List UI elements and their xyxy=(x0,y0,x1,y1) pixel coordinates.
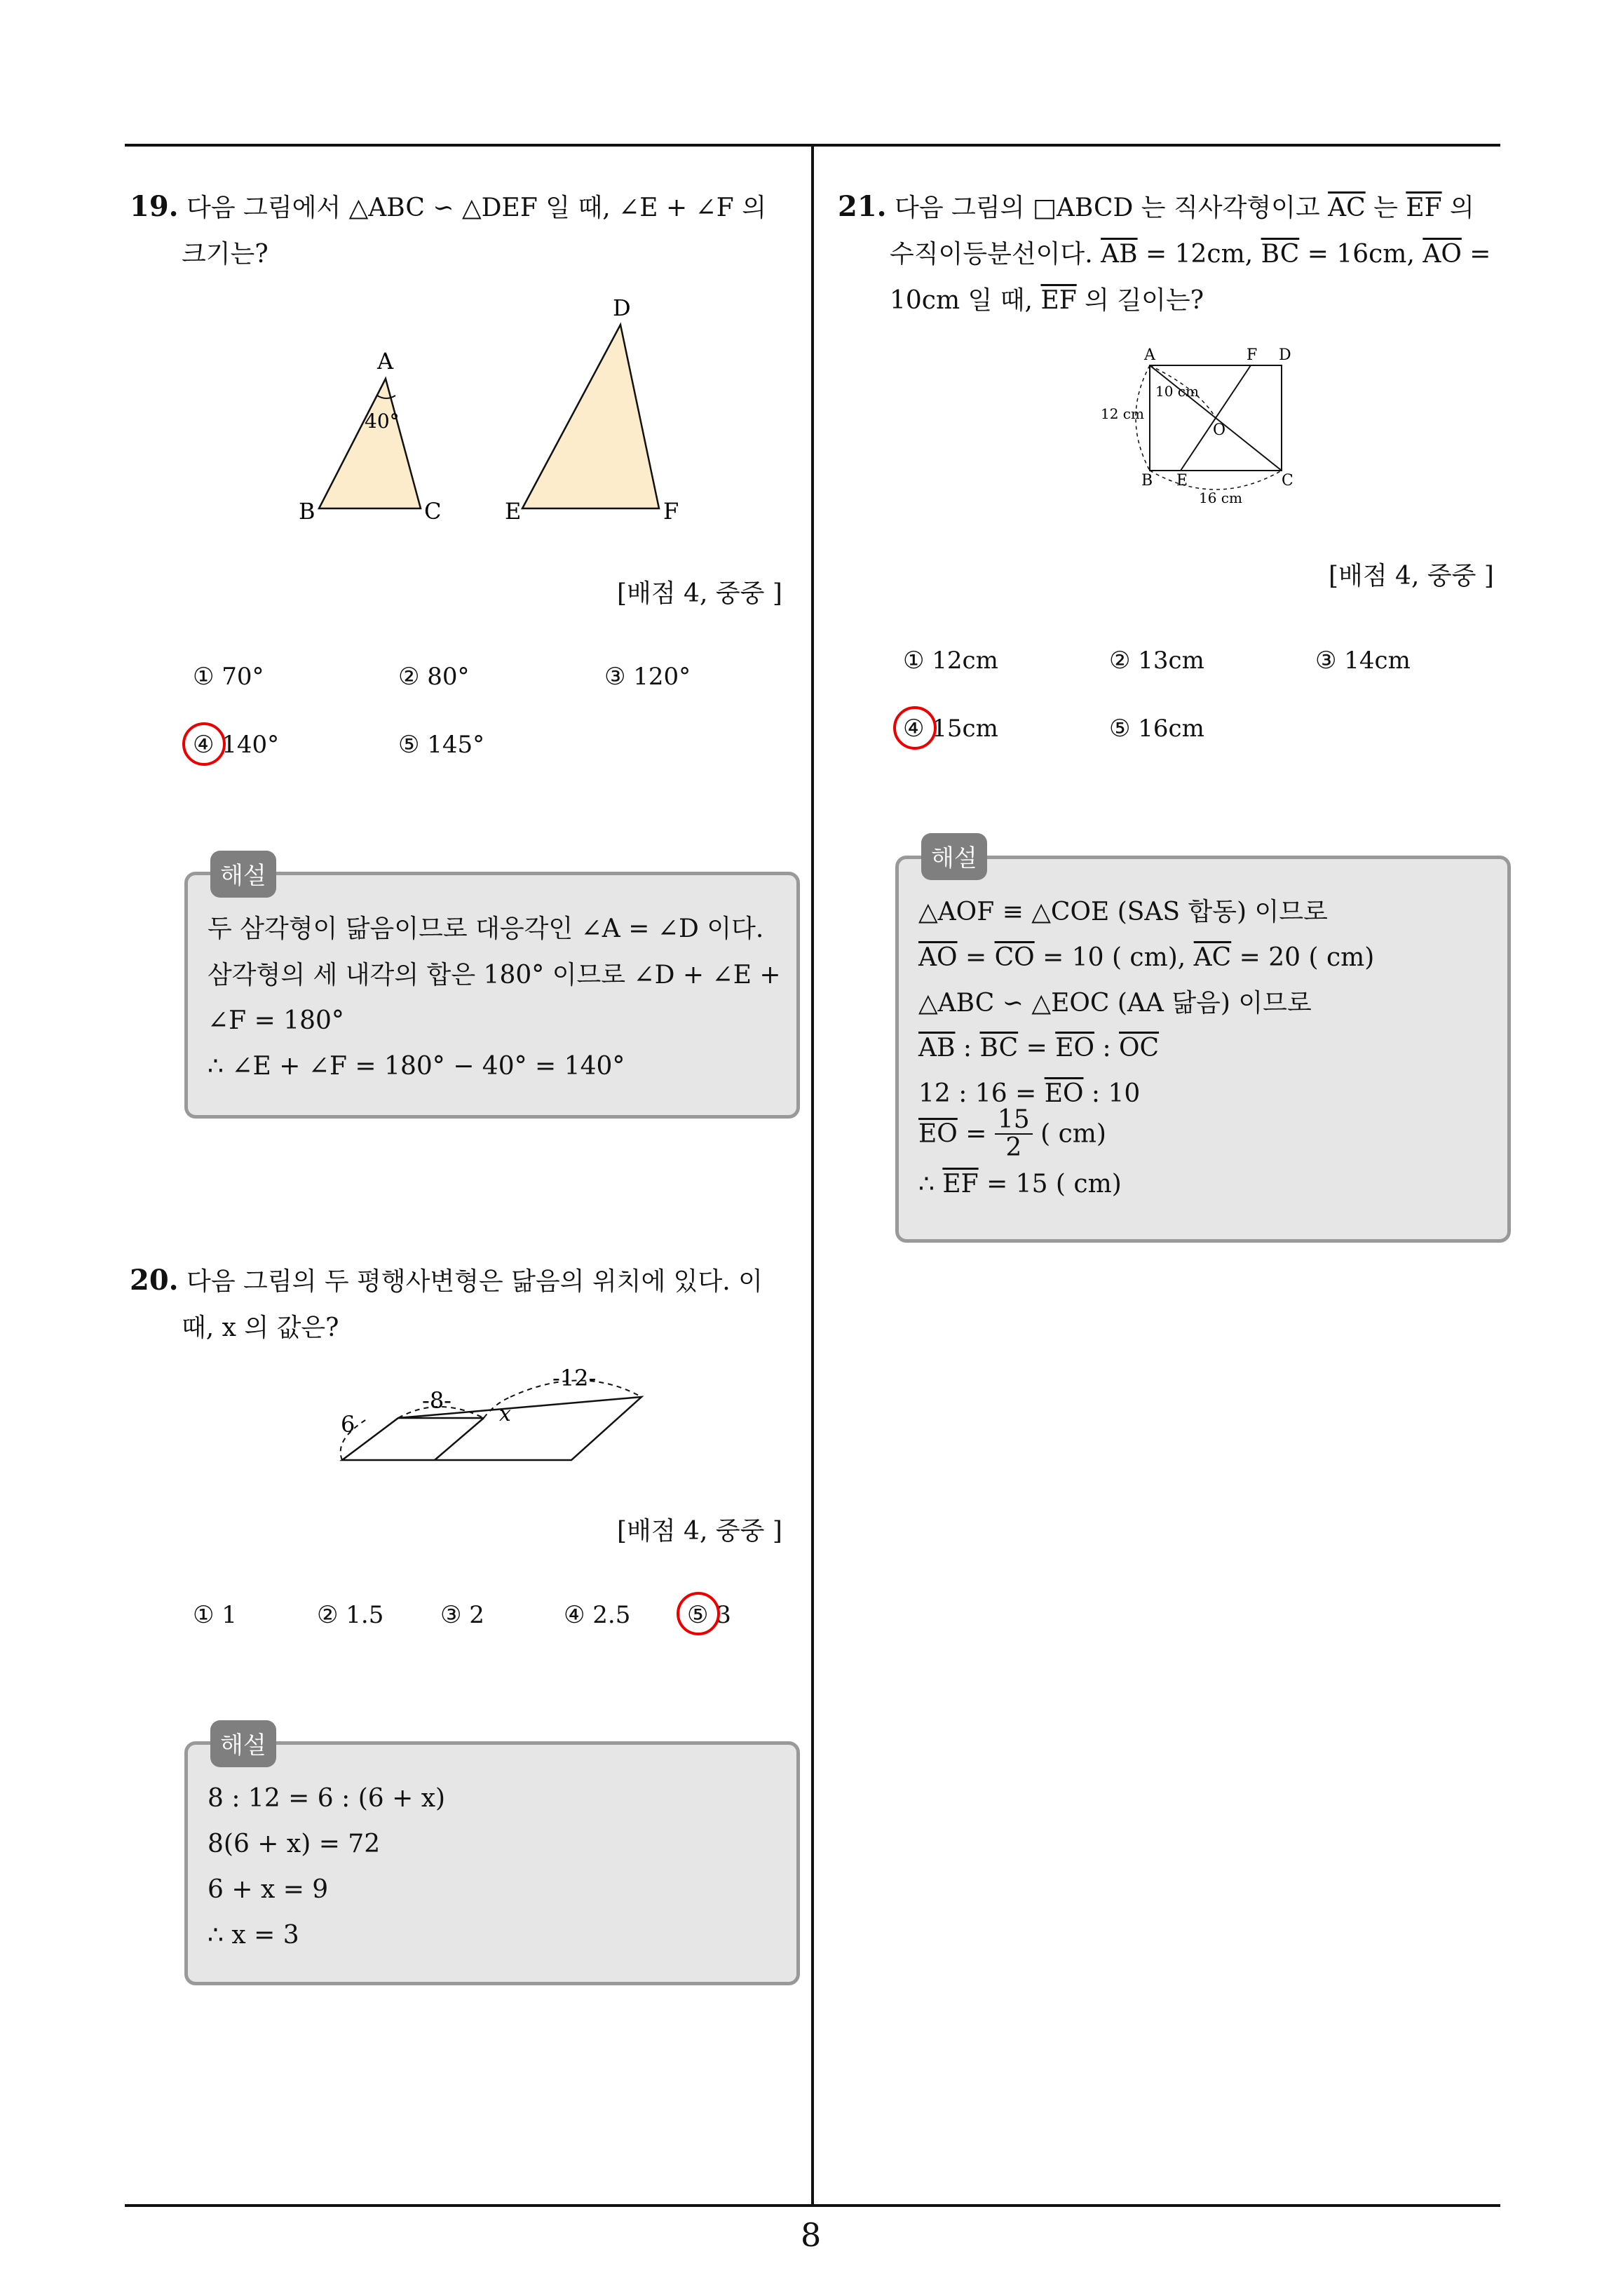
choice-2[interactable]: ② 1.5 xyxy=(317,1601,384,1629)
choice-1[interactable]: ① 1 xyxy=(193,1601,237,1629)
question-text-line2: 크기는? xyxy=(182,240,269,269)
question-number: 21. xyxy=(838,190,887,223)
choice-2[interactable]: ② 80° xyxy=(398,663,470,691)
solution-line: ∴ x = 3 xyxy=(208,1921,299,1950)
label-c: C xyxy=(1282,472,1293,489)
choice-1[interactable]: ① 70° xyxy=(193,663,264,691)
segment-ao: $\overline{AO}$ xyxy=(1422,240,1462,269)
question-19 xyxy=(130,184,803,278)
label-b: B xyxy=(299,498,315,525)
solution-line: △AOF ≡ △COE (SAS 합동) 이므로 xyxy=(918,898,1328,926)
choice-5[interactable]: ⑤ 3 xyxy=(687,1601,731,1629)
score-label: [배점 4, 중중 ] xyxy=(1329,562,1494,590)
solution-line: 8(6 + x) = 72 xyxy=(208,1830,381,1858)
choice-3[interactable]: ③ 14cm xyxy=(1315,647,1411,675)
question-text-line1: 다음 그림의 두 평행사변형은 닮음의 위치에 있다. 이 xyxy=(186,1267,763,1296)
question-number: 19. xyxy=(130,190,179,223)
question-text-line1: 다음 그림에서 △ABC ∽ △DEF 일 때, ∠E + ∠F 의 xyxy=(186,194,766,222)
solution-line: $\overline{EO}$ = $\frac{15}{2}$ ( cm) xyxy=(918,1105,1106,1162)
segment-bc: $\overline{BC}$ xyxy=(1261,240,1300,269)
triangle-abc xyxy=(319,379,421,508)
triangle-def xyxy=(522,325,659,508)
label-b: B xyxy=(1141,472,1153,489)
solution-tag: 해설 xyxy=(921,833,987,880)
segment-ab: $\overline{AB}$ xyxy=(1101,240,1138,269)
label-o: O xyxy=(1213,421,1226,439)
choice-5[interactable]: ⑤ 16cm xyxy=(1109,715,1204,743)
solution-line: 삼각형의 세 내각의 합은 180° 이므로 ∠D + ∠E + xyxy=(208,961,781,990)
label-16cm: 16 cm xyxy=(1199,489,1242,506)
label-f: F xyxy=(1247,346,1258,364)
dash-16cm xyxy=(1150,471,1282,489)
question-text-line2: 때, x 의 값은? xyxy=(182,1314,339,1342)
segment-ac: $\overline{AC}$ xyxy=(1328,194,1366,222)
page-number: 8 xyxy=(801,2216,822,2254)
solution-line: 8 : 12 = 6 : (6 + x) xyxy=(208,1784,446,1813)
solution-line: $\overline{AO} = \overline{CO} = 10$ ( cm), $\overline{AC} = 20$ ( cm) xyxy=(918,943,1375,972)
solution-line: ∴ $\overline{EF} = 15$ ( cm) xyxy=(918,1170,1122,1198)
question-21: 21. 다음 그림의 □ABCD 는 직사각형이고 $\overline{AC}$ 는 $\overline{EF}$ 의 수직이등분선이다. $\overline{AB} = 12cm$, $\overline{BC} = 16cm$, $\overline{AO}$ = 10cm 일 때, $\overline{EF}$ 의 길이는? xyxy=(838,190,1491,315)
label-12: -12- xyxy=(552,1365,597,1391)
label-a: A xyxy=(1144,346,1155,364)
score-label: [배점 4, 중중 ] xyxy=(617,1517,782,1546)
label-a: A xyxy=(377,348,394,374)
label-10cm: 10 cm xyxy=(1155,383,1199,400)
parallelograms-figure xyxy=(330,1360,659,1466)
solution-line: 두 삼각형이 닮음이므로 대응각인 ∠A = ∠D 이다. xyxy=(208,914,764,943)
choice-3[interactable]: ③ 120° xyxy=(604,663,691,691)
choice-1[interactable]: ① 12cm xyxy=(903,647,998,675)
solution-line: ∠F = 180° xyxy=(208,1006,344,1035)
solution-line: 12 : $16 = \overline{EO}$ : 10 xyxy=(918,1079,1141,1108)
choice-4[interactable]: ④ 2.5 xyxy=(564,1601,631,1629)
solution-line: $\overline{AB}$ : $\overline{BC} = \overline{EO}$ : $\overline{OC}$ xyxy=(918,1034,1160,1062)
score-label: [배점 4, 중중 ] xyxy=(617,579,782,608)
label-d: D xyxy=(1279,346,1291,364)
segment-ef: $\overline{EF}$ xyxy=(1406,194,1442,222)
question-number: 20. xyxy=(130,1264,179,1297)
solution-tag: 해설 xyxy=(210,1720,276,1767)
choice-5[interactable]: ⑤ 145° xyxy=(398,731,485,759)
answer-mark xyxy=(893,706,937,750)
label-8: -8- xyxy=(422,1387,451,1414)
similar-triangles-figure xyxy=(280,288,715,526)
label-d: D xyxy=(613,295,631,321)
column-divider xyxy=(811,144,814,2206)
solution-tag: 해설 xyxy=(210,851,276,898)
bottom-rule xyxy=(125,2204,1500,2207)
label-c: C xyxy=(424,498,442,525)
label-f: F xyxy=(663,498,679,525)
small-parallelogram-edge xyxy=(435,1418,484,1460)
solution-line: △ABC ∽ △EOC (AA 닮음) 이므로 xyxy=(918,989,1312,1018)
solution-line: ∴ ∠E + ∠F = 180° − 40° = 140° xyxy=(208,1052,625,1081)
label-x: x xyxy=(499,1402,511,1426)
label-angle: 40° xyxy=(365,410,400,433)
answer-mark xyxy=(677,1592,720,1635)
solution-line: 6 + x = 9 xyxy=(208,1875,329,1904)
choice-4[interactable]: ④ 15cm xyxy=(903,715,998,743)
choice-3[interactable]: ③ 2 xyxy=(440,1601,484,1629)
choice-4[interactable]: ④ 140° xyxy=(193,731,280,759)
large-parallelogram xyxy=(342,1397,641,1460)
question-20 xyxy=(130,1257,803,1351)
label-12cm: 12 cm xyxy=(1101,405,1144,422)
label-e: E xyxy=(505,498,522,525)
segment-ef: $\overline{EF}$ xyxy=(1040,286,1077,315)
fraction: $\frac{15}{2}$ xyxy=(995,1107,1033,1161)
rectangle-figure xyxy=(1094,340,1318,508)
answer-mark xyxy=(182,722,226,766)
label-6: 6 xyxy=(341,1411,355,1438)
choice-2[interactable]: ② 13cm xyxy=(1109,647,1204,675)
label-e: E xyxy=(1176,472,1188,489)
